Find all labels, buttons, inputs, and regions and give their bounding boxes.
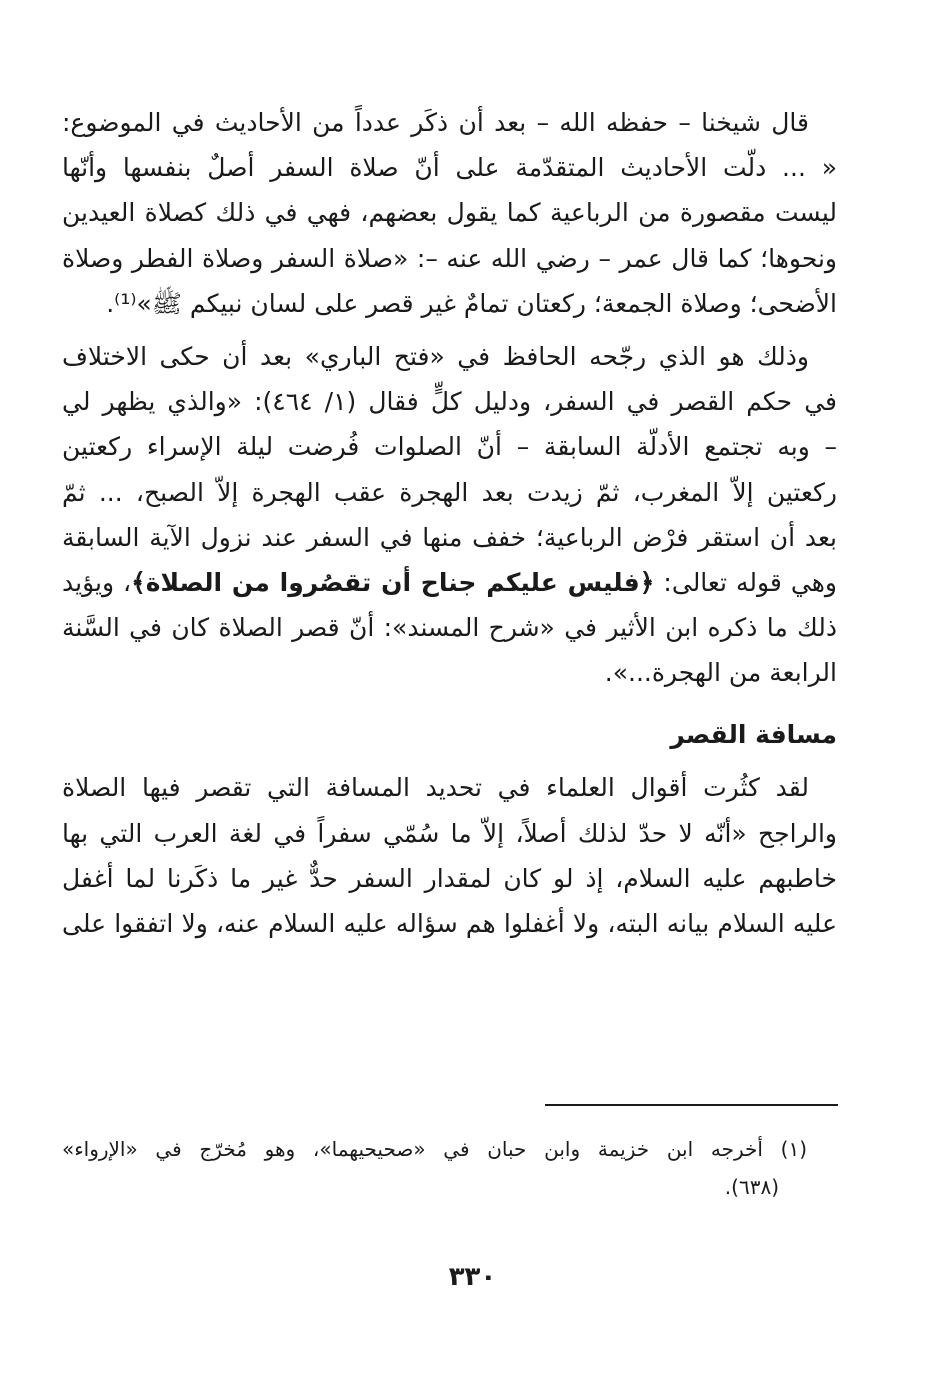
quran-verse-line (62, 560, 837, 605)
text-line: الأضحى؛ وصلاة الجمعة؛ ركعتان تمامٌ غير قصر على لسان نبيكم ﷺ»⁽¹⁾. (106, 288, 837, 318)
text-line: قال شيخنا – حفظه الله – بعد أن ذكَر عدداً من الأحاديث في الموضوع: (62, 108, 809, 137)
text-segment: وهي قوله تعالى: (654, 567, 837, 597)
page-number: ٣٣٠ (448, 1262, 497, 1292)
page-body (62, 100, 837, 946)
footnote-line: (٦٣٨). (724, 1175, 779, 1199)
text-line: ليست مقصورة من الرباعية كما يقول بعضهم، فهي في ذلك كصلاة العيدين (62, 198, 837, 228)
text-segment: ، ويؤيد (62, 567, 132, 597)
text-line: والراجح «أنّه لا حدّ لذلك أصلاً، إلاّ ما سُمّي سفراً في لغة العرب التي بها (62, 818, 837, 848)
text-line: « ... دلّت الأحاديث المتقدّمة على أنّ صلاة السفر أصلٌ بنفسها وأنّها (62, 153, 837, 183)
quran-verse: ﴿فليس عليكم جناح أن تقصُروا من الصلاة﴾ (131, 567, 655, 597)
text-line: خاطبهم عليه السلام، إذ لو كان لمقدار السفر حدٌّ غير ما ذكَرنا لما أغفل (62, 863, 837, 893)
paragraph (62, 100, 837, 326)
text-line: لقد كثُرت أقوال العلماء في تحديد المسافة التي تقصر فيها الصلاة (62, 773, 809, 803)
footnote-divider (545, 1104, 838, 1106)
text-line: بعد أن استقر فرْض الرباعية؛ خفف منها في السفر عند نزول الآية السابقة (62, 522, 837, 552)
text-line: عليه السلام بيانه البته، ولا أغفلوا هم سؤاله عليه السلام عنه، ولا اتفقوا على (62, 909, 837, 938)
paragraph-gap (62, 326, 837, 334)
text-line: الرابعة من الهجرة...». (604, 658, 837, 688)
text-line: في حكم القصر في السفر، ودليل كلٍّ فقال (١/ ٤٦٤): «والذي يظهر لي (62, 387, 837, 417)
footnote-line: (١) أخرجه ابن خزيمة وابن حبان في «صحيحيهما»، وهو مُخرّج في «الإرواء» (62, 1137, 807, 1161)
text-line: ونحوها؛ كما قال عمر – رضي الله عنه –: «صلاة السفر وصلاة الفطر وصلاة (62, 243, 837, 273)
text-line: ذلك ما ذكره ابن الأثير في «شرح المسند»: أنّ قصر الصلاة كان في السَّنة (62, 613, 837, 643)
text-line: ركعتين إلاّ المغرب، ثمّ زيدت بعد الهجرة عقب الهجرة إلاّ الصبح، ... ثمّ (62, 477, 837, 507)
text-line: وذلك هو الذي رجّحه الحافظ في «فتح الباري» بعد أن حكى الاختلاف (62, 341, 809, 371)
paragraph (62, 334, 837, 696)
footnotes (62, 1130, 837, 1206)
paragraph (62, 765, 837, 946)
text-line: – وبه تجتمع الأدلّة السابقة – أنّ الصلوات فُرضت ليلة الإسراء ركعتين (62, 432, 837, 462)
section-heading: مسافة القصر (670, 720, 837, 750)
